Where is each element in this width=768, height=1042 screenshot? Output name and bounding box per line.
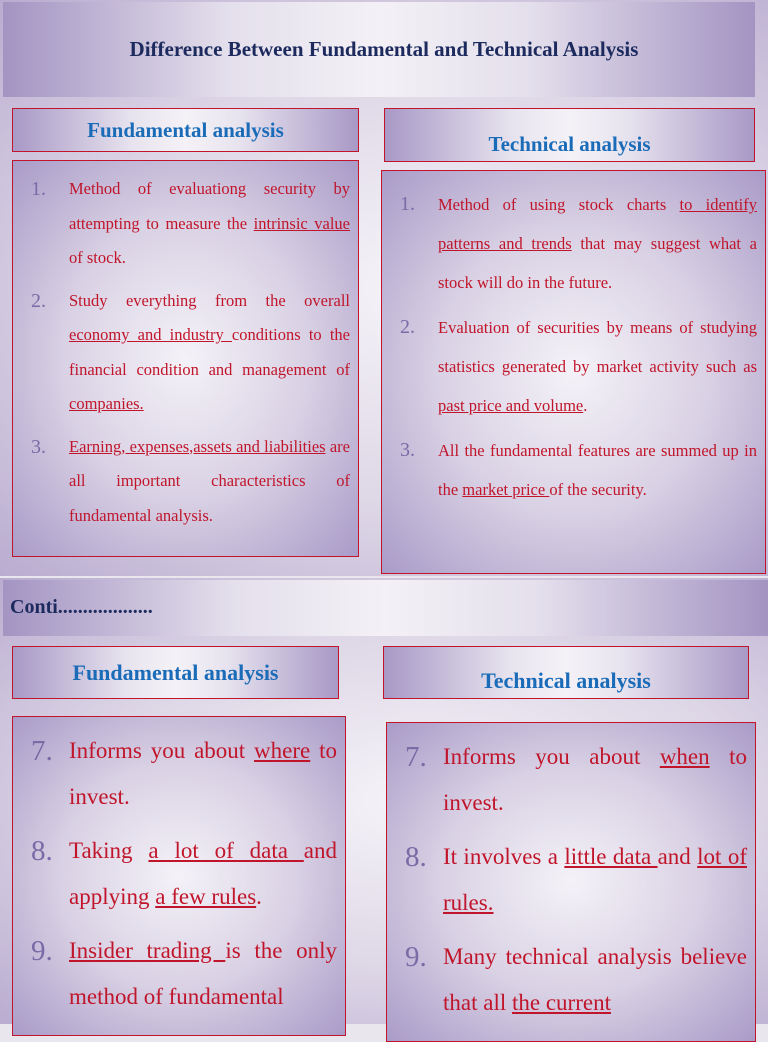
list-item-text: Taking	[69, 838, 149, 863]
underlined-text: a few rules	[155, 884, 257, 909]
underlined-text: market price	[462, 480, 550, 499]
underlined-text: a lot of data	[148, 838, 304, 863]
list-item-text: Evaluation of securities by means of studying statistics generated by market activity such as	[438, 318, 757, 376]
technical-analysis-header-label: Technical analysis	[488, 131, 651, 156]
fundamental-analysis-header-2-label: Fundamental analysis	[72, 659, 279, 685]
list-item-text: All the fundamental features are summed up in the	[438, 441, 757, 499]
technical-analysis-list-box	[381, 170, 766, 574]
underlined-text: Insider trading	[69, 938, 226, 963]
fundamental-analysis-list-box	[12, 160, 359, 557]
list-item	[405, 734, 747, 826]
list-item-text: Study everything from the overall	[69, 290, 350, 310]
list-item-text: are all important characteristics of fundamental analysis.	[69, 436, 350, 525]
underlined-text: intrinsic value	[253, 213, 350, 233]
list-item-text: of the security.	[549, 480, 647, 499]
list-item-text: Informs you about	[69, 738, 255, 763]
list-item-number: 9.	[405, 941, 427, 973]
list-item-number: 3.	[31, 435, 46, 458]
list-item-number: 9.	[31, 935, 53, 967]
list-item-text: and	[657, 844, 698, 869]
list-item	[31, 430, 350, 534]
underlined-text: Earning, expenses,assets and liabilities	[69, 436, 326, 456]
list-item-text: Informs you about	[443, 744, 660, 769]
list-item-text: .	[583, 396, 588, 415]
technical-analysis-header-2	[383, 646, 749, 699]
fundamental-analysis-list-box-2	[12, 716, 346, 1036]
fundamental-analysis-list-2	[31, 728, 337, 1020]
list-item-text: Many technical analysis believe that all	[443, 944, 747, 1015]
list-item	[400, 431, 757, 509]
underlined-text: companies.	[69, 394, 144, 413]
slide-1-title: Difference Between Fundamental and Technical Analysis	[129, 37, 639, 61]
list-item	[31, 284, 350, 422]
list-item-text: of stock.	[69, 248, 126, 267]
technical-analysis-list-box-2	[386, 722, 756, 1042]
underlined-text: when	[659, 744, 710, 769]
list-item	[31, 828, 337, 920]
list-item-text: to invest.	[443, 744, 747, 815]
underlined-text: where	[254, 738, 311, 763]
slide-2-title: Conti...................	[10, 596, 153, 618]
list-item	[31, 728, 337, 820]
fundamental-analysis-header-2	[12, 646, 339, 699]
list-item-text: that may suggest what a stock will do in the future.	[438, 234, 757, 292]
list-item	[405, 834, 747, 926]
list-item	[400, 185, 757, 302]
list-item-number: 1.	[400, 193, 415, 215]
list-item-text: Method of evaluationg security by attempting to measure the	[69, 179, 350, 233]
list-item-number: 1.	[31, 178, 46, 200]
list-item-text: Method of using stock charts	[438, 195, 680, 214]
list-item-number: 2.	[400, 316, 415, 338]
technical-analysis-header-2-label: Technical analysis	[481, 667, 651, 693]
list-item	[405, 934, 747, 1026]
technical-analysis-list-2	[405, 734, 747, 1026]
underlined-text: past price and volume	[438, 396, 584, 415]
list-item-text: .	[256, 884, 262, 909]
list-item	[400, 308, 757, 425]
list-item-text: conditions to the financial condition and management of	[69, 325, 350, 379]
list-item-number: 7.	[31, 735, 53, 767]
underlined-text: the current	[511, 990, 611, 1015]
list-item-number: 3.	[400, 439, 415, 461]
list-item-text: is the only method of fundamental	[69, 938, 337, 1009]
list-item	[31, 928, 337, 1020]
technical-analysis-header	[384, 108, 755, 162]
fundamental-analysis-header-label: Fundamental analysis	[87, 117, 284, 142]
list-item	[31, 172, 350, 276]
fundamental-analysis-list	[31, 172, 350, 533]
list-item-number: 8.	[31, 835, 53, 867]
list-item-number: 7.	[405, 741, 427, 773]
underlined-text: to identify patterns and trends	[438, 195, 757, 253]
underlined-text: economy and industry	[69, 325, 232, 344]
list-item-number: 2.	[31, 289, 46, 312]
fundamental-analysis-header	[12, 108, 359, 152]
list-item-text: It involves a	[443, 844, 565, 869]
list-item-text: to invest.	[69, 738, 337, 809]
technical-analysis-list	[400, 185, 757, 509]
list-item-number: 8.	[405, 841, 427, 873]
underlined-text: lot of rules.	[443, 844, 747, 915]
list-item-text: and applying	[69, 838, 337, 909]
underlined-text: little data	[564, 844, 658, 869]
